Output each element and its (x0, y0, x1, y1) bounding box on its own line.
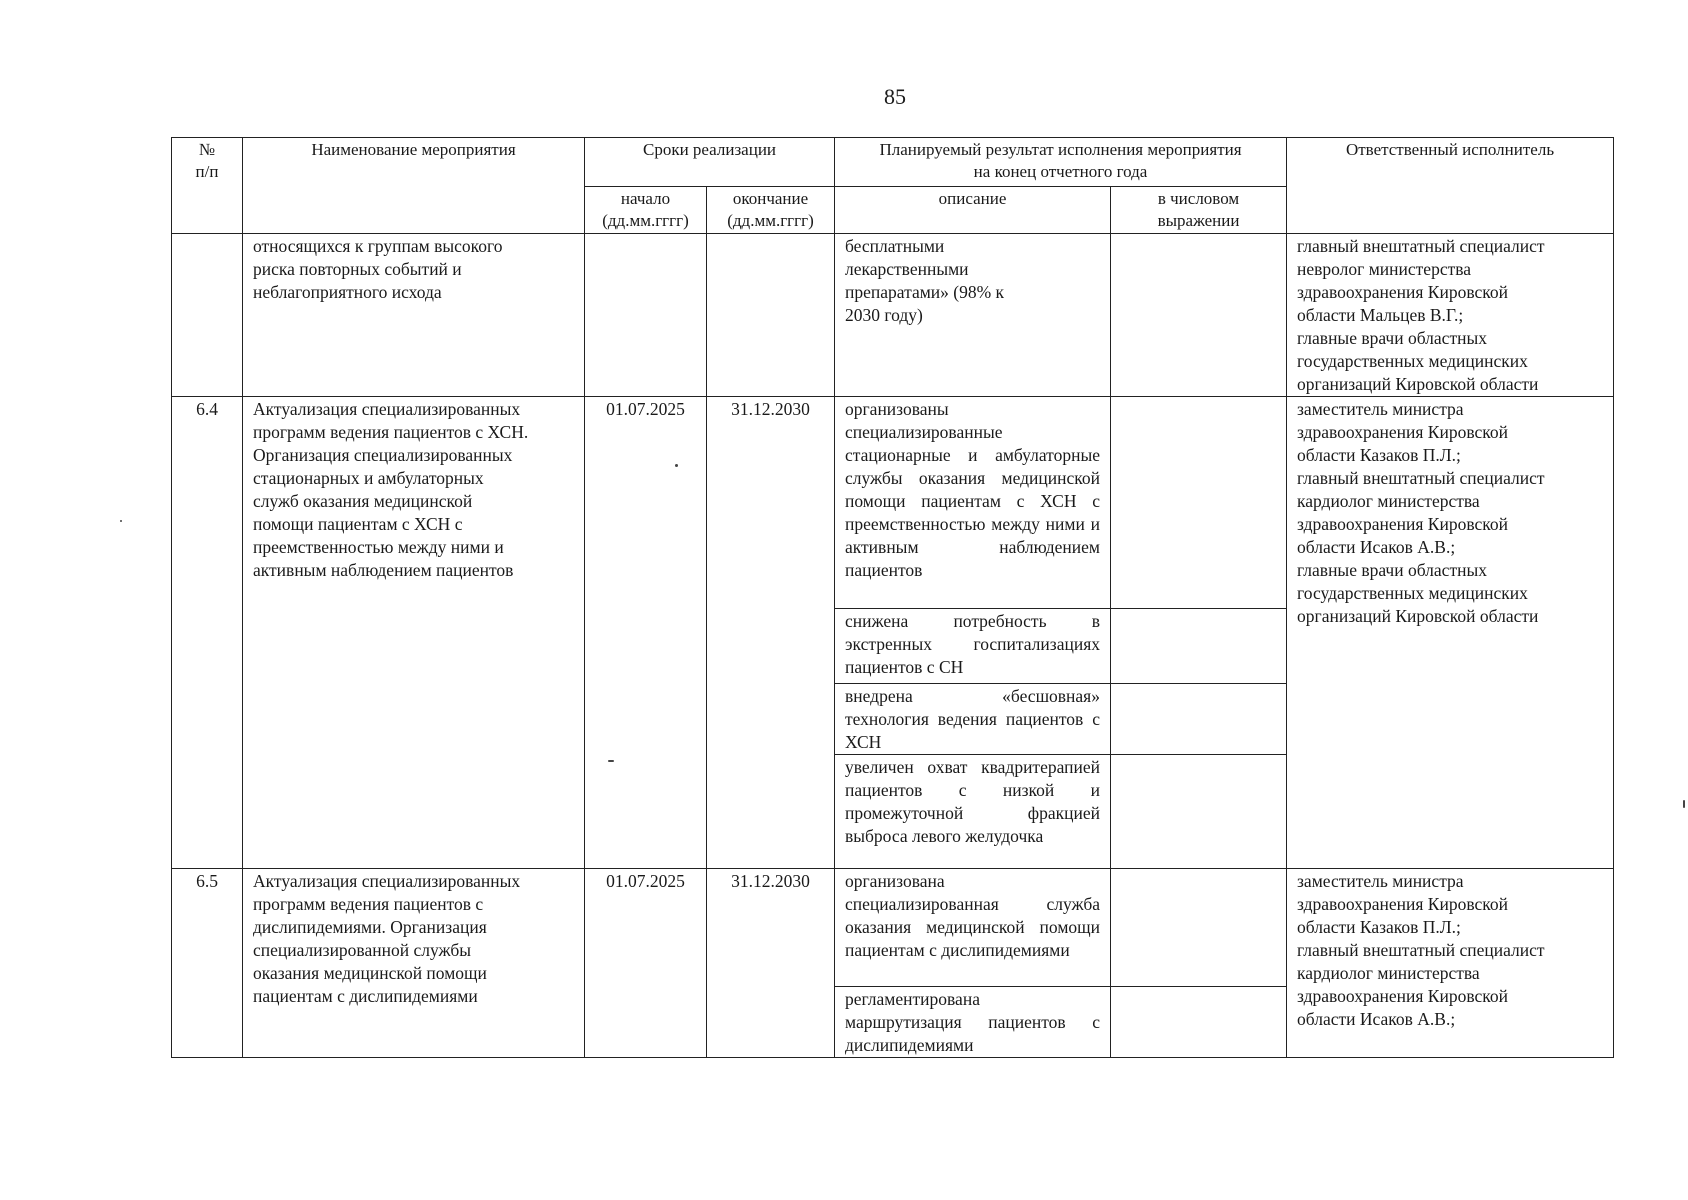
cell-start: 01.07.2025 (585, 869, 707, 1058)
cell-responsible: заместитель министра здравоохранения Кировской области Казаков П.Л.; главный внештатный специалист кардиолог министерства здравоохранения Кировской области Исаков А.В.; (1287, 869, 1614, 1058)
table-row (172, 234, 1614, 397)
cell-numeric (1111, 987, 1287, 1058)
cell-description: увеличен охват квадритерапией пациентов с низкой и промежуточной фракцией выброса левого желудочка (835, 755, 1111, 869)
scan-speck (675, 464, 678, 467)
cell-num (172, 234, 243, 397)
header-responsible: Ответственный исполнитель (1287, 138, 1614, 234)
cell-end: 31.12.2030 (707, 397, 835, 869)
cell-start: 01.07.2025 (585, 397, 707, 869)
scan-speck (608, 760, 614, 762)
cell-num: 6.4 (172, 397, 243, 869)
measures-table (171, 137, 1614, 1058)
cell-description: организована специализированная служба оказания медицинской помощи пациентам с дислипидемиями (835, 869, 1111, 987)
cell-description: внедрена «бесшовная» технология ведения пациентов с ХСН (835, 684, 1111, 755)
cell-end (707, 234, 835, 397)
header-result: Планируемый результат исполнения мероприятия на конец отчетного года (835, 138, 1287, 187)
cell-numeric (1111, 684, 1287, 755)
table-row (172, 869, 1614, 987)
cell-description: организованы специализированные стационарные и амбулаторные службы оказания медицинской помощи пациентам с ХСН с преемственностью между ними и активным наблюдением пациентов (835, 397, 1111, 609)
cell-description: снижена потребность в экстренных госпитализациях пациентов с СН (835, 609, 1111, 684)
header-name: Наименование мероприятия (243, 138, 585, 234)
cell-num: 6.5 (172, 869, 243, 1058)
cell-responsible: главный внештатный специалист невролог министерства здравоохранения Кировской области Мальцев В.Г.; главные врачи областных государственных медицинских организаций Кировской области (1287, 234, 1614, 397)
cell-description: бесплатными лекарственными препаратами» (98% к 2030 году) (835, 234, 1111, 397)
cell-numeric (1111, 397, 1287, 609)
cell-start (585, 234, 707, 397)
header-end: окончание (дд.мм.гггг) (707, 187, 835, 234)
cell-name: относящихся к группам высокого риска повторных событий и неблагоприятного исхода (243, 234, 585, 397)
header-num: № п/п (172, 138, 243, 234)
cell-numeric (1111, 755, 1287, 869)
scan-speck (1683, 800, 1685, 808)
header-terms: Сроки реализации (585, 138, 835, 187)
cell-name: Актуализация специализированных программ ведения пациентов с дислипидемиями. Организация специализированной службы оказания медицинской помощи пациентам с дислипидемиями (243, 869, 585, 1058)
table-row (172, 397, 1614, 609)
cell-numeric (1111, 609, 1287, 684)
cell-numeric (1111, 234, 1287, 397)
cell-numeric (1111, 869, 1287, 987)
cell-responsible: заместитель министра здравоохранения Кировской области Казаков П.Л.; главный внештатный специалист кардиолог министерства здравоохранения Кировской области Исаков А.В.; главные врачи областных государственных медицинских организаций Кировской области (1287, 397, 1614, 869)
header-description: описание (835, 187, 1111, 234)
cell-name: Актуализация специализированных программ ведения пациентов с ХСН. Организация специализированных стационарных и амбулаторных служб оказания медицинской помощи пациентам с ХСН с преемственностью между ними и активным наблюдением пациентов (243, 397, 585, 869)
cell-description: регламентирована маршрутизация пациентов с дислипидемиями (835, 987, 1111, 1058)
header-start: начало (дд.мм.гггг) (585, 187, 707, 234)
cell-end: 31.12.2030 (707, 869, 835, 1058)
page-number: 85 (884, 84, 906, 109)
scan-speck (120, 520, 122, 522)
header-numeric: в числовом выражении (1111, 187, 1287, 234)
